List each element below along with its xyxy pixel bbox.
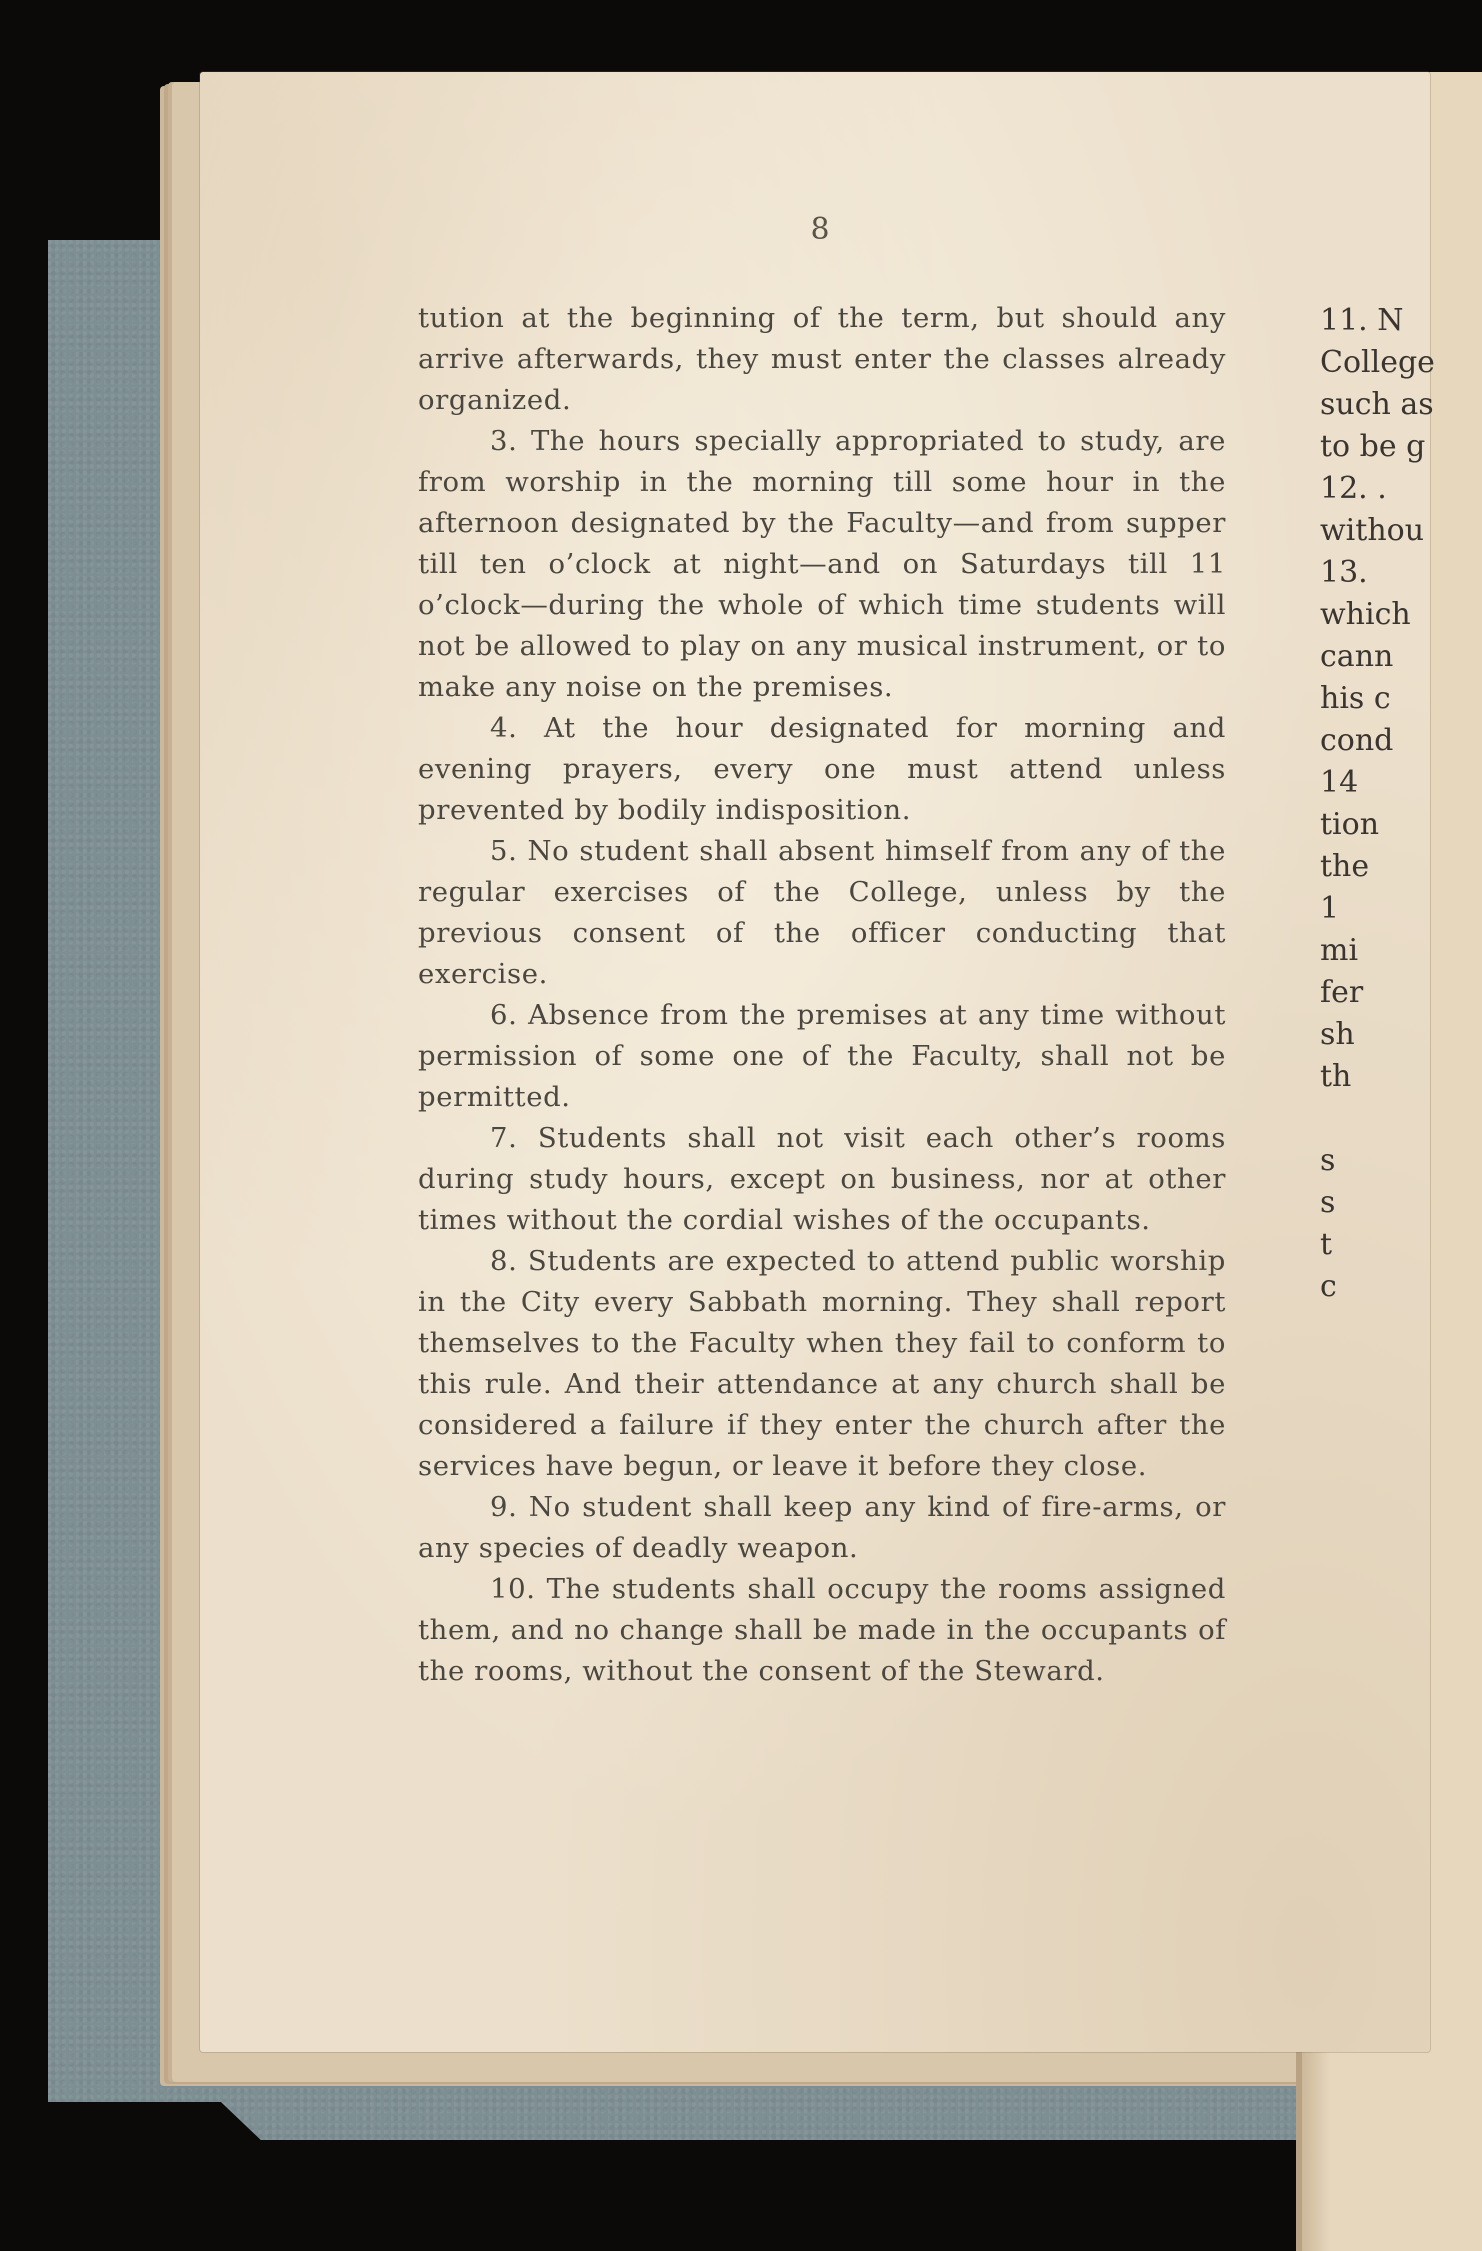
facing-line: 12. .	[1320, 471, 1387, 506]
page-number: 8	[810, 212, 830, 247]
facing-line: his c	[1320, 681, 1391, 716]
rule-5: 5. No student shall absent himself from any of the regular exercises of the College, unless by the previous consent of the officer conducting that exercise.	[418, 835, 1226, 990]
facing-page-text	[1320, 300, 1482, 1308]
facing-line	[1320, 1098, 1482, 1140]
facing-line: fer	[1320, 975, 1364, 1010]
facing-line: 13.	[1320, 555, 1368, 590]
facing-line: the	[1320, 849, 1370, 884]
facing-line: sh	[1320, 1017, 1355, 1052]
rule-9: 9. No student shall keep any kind of fire-arms, or any species of deadly weapon.	[418, 1491, 1226, 1564]
facing-line: mi	[1320, 933, 1359, 968]
facing-line: 14	[1320, 765, 1359, 800]
facing-line: such as	[1320, 387, 1434, 422]
facing-line: cond	[1320, 723, 1394, 758]
facing-line: College	[1320, 345, 1435, 380]
rule-3: 3. The hours specially appropriated to study, are from worship in the morning till some hour in the afternoon designated by the Faculty—and from supper till ten o’clock at night—and on Saturdays till 11 o’clock—during the whole of which time students will not be allowed to play on any musical instrument, or to make any noise on the premises.	[418, 425, 1226, 703]
facing-line: th	[1320, 1059, 1352, 1094]
facing-line: s	[1320, 1185, 1336, 1220]
facing-line: which	[1320, 597, 1411, 632]
rule-6: 6. Absence from the premises at any time without permission of some one of the Faculty, shall not be permitted.	[418, 999, 1226, 1113]
facing-line: tion	[1320, 807, 1380, 842]
facing-line: cann	[1320, 639, 1394, 674]
rule-10: 10. The students shall occupy the rooms assigned them, and no change shall be made in the occupants of the rooms, without the consent of the Steward.	[418, 1573, 1226, 1687]
facing-line: 1	[1320, 891, 1340, 926]
facing-line: s	[1320, 1143, 1336, 1178]
facing-line: t	[1320, 1227, 1333, 1262]
page-body-text	[418, 298, 1226, 1692]
paragraph-continued: tution at the beginning of the term, but should any arrive afterwards, they must enter the classes already organized.	[418, 302, 1226, 416]
facing-line: withou	[1320, 513, 1425, 548]
facing-line: 11. N	[1320, 303, 1404, 338]
facing-line: c	[1320, 1269, 1337, 1304]
rule-7: 7. Students shall not visit each other’s rooms during study hours, except on business, nor at other times without the cordial wishes of the occupants.	[418, 1122, 1226, 1236]
rule-4: 4. At the hour designated for morning and evening prayers, every one must attend unless prevented by bodily indisposition.	[418, 712, 1226, 826]
rule-8: 8. Students are expected to attend public worship in the City every Sabbath morning. They shall report themselves to the Faculty when they fail to conform to this rule. And their attendance at any church shall be considered a failure if they enter the church after the services have begun, or leave it before they close.	[418, 1245, 1226, 1482]
facing-line: to be g	[1320, 429, 1426, 464]
